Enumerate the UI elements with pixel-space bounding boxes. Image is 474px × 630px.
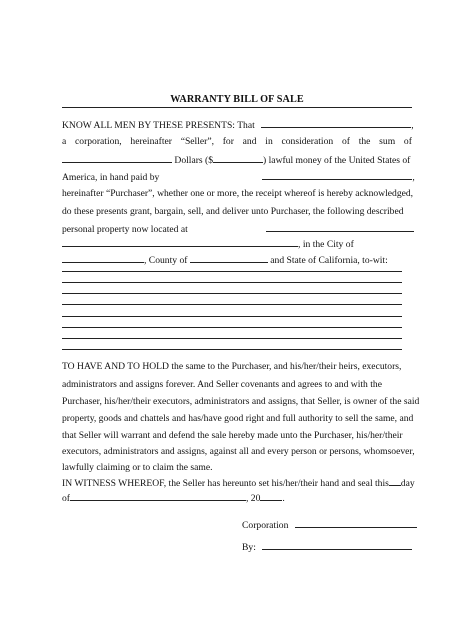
amount-number-blank[interactable]	[213, 153, 263, 163]
word: consideration	[281, 136, 334, 147]
state-label: and State of California, to-wit:	[270, 255, 388, 266]
word: City	[326, 239, 344, 250]
word: by	[149, 172, 160, 183]
county-state-line	[62, 253, 412, 267]
description-line-7[interactable]	[62, 338, 402, 339]
by-label: By:	[242, 542, 256, 553]
description-line-6[interactable]	[62, 327, 402, 328]
property-goods-line: property, goods and chattels and has/have good right and full authority to sell the same, and	[62, 413, 414, 424]
word: corporation,	[75, 136, 122, 147]
word: of	[345, 239, 354, 250]
corporation-label: Corporation	[242, 520, 289, 531]
property-located-line	[62, 222, 412, 236]
word: in	[99, 172, 108, 183]
purchaser-line: hereinafter “Purchaser”, whether one or more, the receipt whereof is hereby acknowledged,	[62, 188, 414, 199]
of-label: of	[62, 493, 70, 504]
day-label: day	[400, 478, 415, 489]
word: property	[96, 224, 130, 235]
word: in	[302, 239, 311, 250]
grant-bargain-line: do these presents grant, bargain, sell, and deliver unto Purchaser, the following described	[62, 206, 404, 217]
word: hand	[109, 172, 129, 183]
purchaser-executors-line: Purchaser, his/her/their executors, administrators and assigns, that Seller, is owner of the said	[62, 396, 420, 407]
in-witness-text: IN WITNESS WHEREOF, the Seller has hereunto set his/her/their hand and seal this	[62, 478, 389, 489]
word: the	[312, 239, 325, 250]
location-blank[interactable]	[266, 222, 414, 232]
seller-name-blank[interactable]	[261, 118, 411, 128]
comma: ,	[412, 172, 415, 183]
to-have-and-hold-line: TO HAVE AND TO HOLD the same to the Purchaser, and his/her/their heirs, executors,	[62, 361, 402, 372]
dollars-label: Dollars ($	[174, 155, 214, 166]
document-title: WARRANTY BILL OF SALE	[170, 94, 304, 105]
word: located	[150, 224, 179, 235]
word: and	[242, 136, 257, 147]
word: hereinafter	[130, 136, 172, 147]
purchaser-name-blank[interactable]	[262, 170, 412, 180]
america-paid-by-line	[62, 170, 415, 184]
county-label: , County of	[144, 255, 188, 266]
word: America,	[62, 172, 98, 183]
corporation-seller-line	[62, 136, 412, 148]
day-blank[interactable]	[389, 476, 401, 486]
corporation-blank[interactable]	[295, 518, 417, 528]
know-all-men-text: KNOW ALL MEN BY THESE PRESENTS: That	[62, 120, 255, 131]
dollars-line	[62, 153, 412, 167]
year-blank[interactable]	[260, 491, 282, 501]
in-witness-line	[62, 476, 415, 490]
city-blank[interactable]	[62, 253, 144, 263]
address-blank[interactable]	[62, 237, 298, 247]
comma: ,	[298, 239, 301, 250]
by-signature-blank[interactable]	[262, 540, 412, 550]
word: the	[358, 136, 371, 147]
word: personal	[62, 224, 95, 235]
county-blank[interactable]	[190, 253, 268, 263]
lawful-money-text: ) lawful money of the United States of	[263, 155, 411, 166]
by-signature-line	[242, 540, 422, 554]
description-line-4[interactable]	[62, 304, 402, 305]
word: of	[403, 136, 412, 147]
word: a	[62, 136, 67, 147]
year-prefix: , 20	[246, 493, 261, 504]
month-blank[interactable]	[70, 491, 246, 501]
title-underline	[62, 107, 412, 108]
word: sum	[379, 136, 396, 147]
comma: ,	[411, 120, 414, 131]
description-line-1[interactable]	[62, 271, 402, 272]
know-all-men-line	[62, 118, 412, 132]
description-line-8[interactable]	[62, 349, 402, 350]
description-line-5[interactable]	[62, 316, 402, 317]
lawfully-claiming-line: lawfully claiming or to claim the same.	[62, 462, 213, 473]
word: for	[222, 136, 234, 147]
date-line	[62, 491, 412, 505]
city-line	[62, 237, 412, 251]
word: of	[341, 136, 350, 147]
word: now	[131, 224, 149, 235]
description-line-2[interactable]	[62, 282, 402, 283]
executors-against-line: executors, administrators and assigns, against all and every person or persons, whomsoever,	[62, 446, 415, 457]
administrators-line: administrators and assigns forever. And Seller covenants and agrees to and with the	[62, 379, 382, 390]
amount-words-blank[interactable]	[62, 153, 172, 163]
word: “Seller”,	[180, 136, 214, 147]
description-line-3[interactable]	[62, 293, 402, 294]
warrant-defend-line: that Seller will warrant and defend the sale hereby made unto the Purchaser, his/her/their	[62, 430, 403, 441]
word: at	[180, 224, 188, 235]
period: .	[282, 493, 285, 504]
word: in	[265, 136, 273, 147]
word: paid	[130, 172, 148, 183]
corporation-signature-line	[242, 518, 422, 532]
